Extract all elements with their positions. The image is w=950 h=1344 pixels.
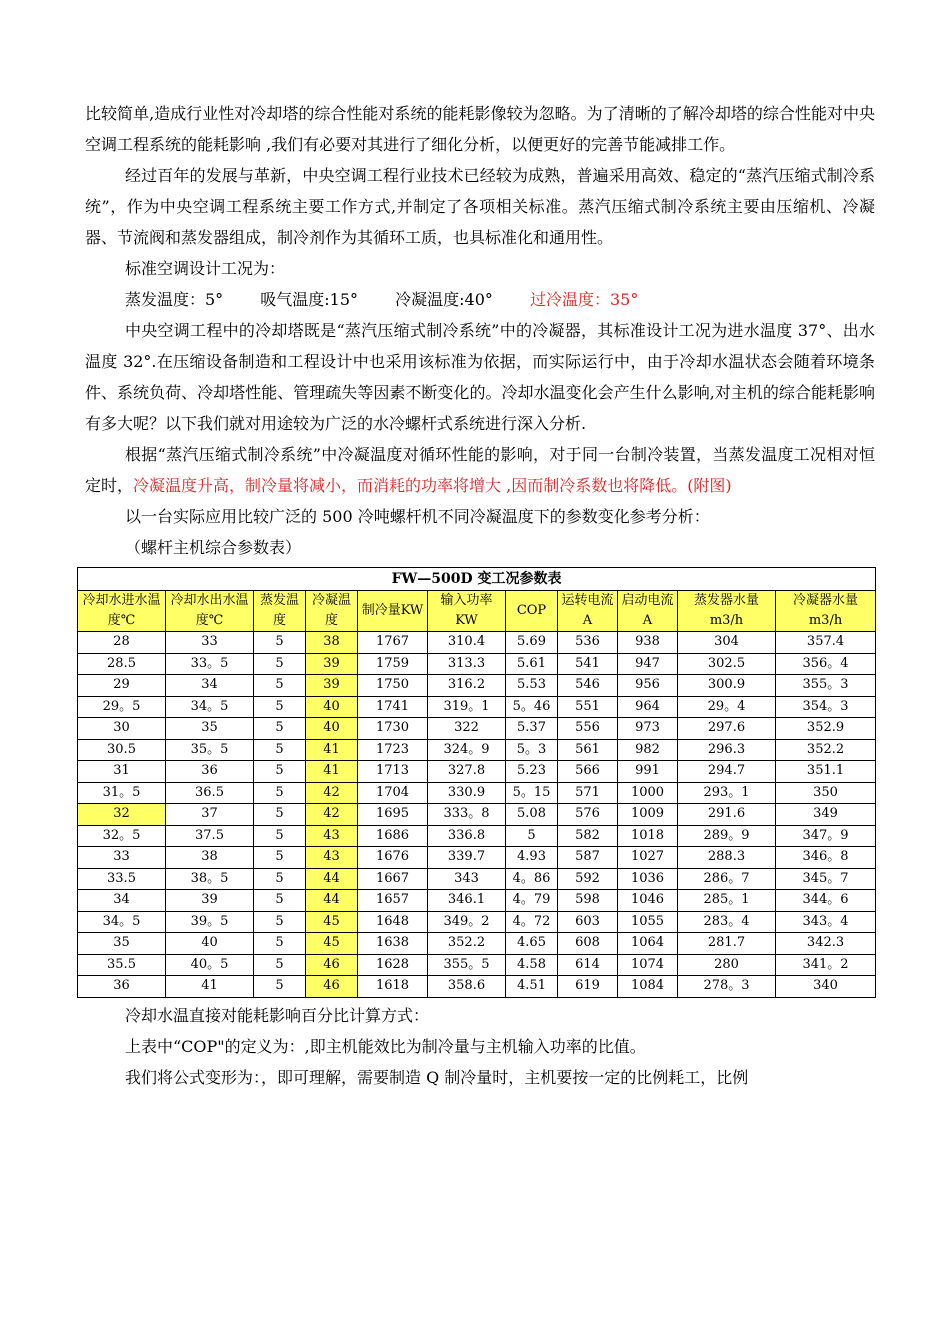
table-cell: 29。5	[78, 696, 166, 718]
table-cell: 36	[166, 761, 254, 783]
table-cell: 333。8	[428, 804, 506, 826]
table-cell: 34	[78, 890, 166, 912]
condensation-temperature: 冷凝温度:40°	[395, 290, 493, 309]
table-cell: 41	[306, 761, 358, 783]
table-cell: 5	[254, 911, 306, 933]
table-header-cell: 冷凝器水量 m3/h	[776, 591, 876, 632]
table-cell: 310.4	[428, 632, 506, 654]
table-cell: 1750	[358, 675, 428, 697]
table-cell: 345。7	[776, 868, 876, 890]
table-cell: 43	[306, 847, 358, 869]
table-cell: 28	[78, 632, 166, 654]
table-cell: 982	[618, 739, 678, 761]
paragraph-cooling-tower: 中央空调工程中的冷却塔既是“蒸汽压缩式制冷系统”中的冷凝器，其标准设计工况为进水温度 37°、出水温度 32°.在压缩设备制造和工程设计中也采用该标准为依据，而实际运行中，由于冷却水温状态会随着环境条件、系统负荷、冷却塔性能、管理疏失等因素不断变化的。冷却水温变化会产生什么影响,对主机的综合能耗影响有多大呢？以下我们就对用途较为广泛的水冷螺杆式系统进行深入分析.	[85, 321, 875, 433]
table-cell: 587	[558, 847, 618, 869]
table-cell: 1741	[358, 696, 428, 718]
table-cell: 40	[306, 696, 358, 718]
table-cell: 296.3	[678, 739, 776, 761]
table-cell: 28.5	[78, 653, 166, 675]
table-cell: 41	[306, 739, 358, 761]
table-cell: 1657	[358, 890, 428, 912]
table-cell: 327.8	[428, 761, 506, 783]
table-cell: 5。15	[506, 782, 558, 804]
table-cell: 1064	[618, 933, 678, 955]
table-cell: 322	[428, 718, 506, 740]
table-cell: 1667	[358, 868, 428, 890]
table-cell: 34。5	[78, 911, 166, 933]
table-cell: 293。1	[678, 782, 776, 804]
table-cell: 339.7	[428, 847, 506, 869]
table-header-cell: 制冷量KW	[358, 591, 428, 632]
table-body	[78, 632, 876, 998]
table-cell: 1046	[618, 890, 678, 912]
table-cell: 319。1	[428, 696, 506, 718]
paragraph-condensation-effect	[85, 439, 875, 501]
table-cell: 39	[306, 675, 358, 697]
table-cell: 350	[776, 782, 876, 804]
table-cell: 46	[306, 954, 358, 976]
table-cell: 347。9	[776, 825, 876, 847]
table-header-cell: 蒸发温度	[254, 591, 306, 632]
table-title: FW—500D 变工况参数表	[78, 568, 876, 591]
table-cell: 991	[618, 761, 678, 783]
table-cell: 289。9	[678, 825, 776, 847]
table-cell: 304	[678, 632, 776, 654]
table-cell: 598	[558, 890, 618, 912]
table-cell: 4.58	[506, 954, 558, 976]
table-cell: 1686	[358, 825, 428, 847]
table-header-cell: 运转电流 A	[558, 591, 618, 632]
table-cell: 5	[254, 739, 306, 761]
table-cell: 964	[618, 696, 678, 718]
table-cell: 343。4	[776, 911, 876, 933]
table-cell: 608	[558, 933, 618, 955]
table-cell: 5.69	[506, 632, 558, 654]
table-cell: 34	[166, 675, 254, 697]
paragraph-history: 经过百年的发展与革新，中央空调工程行业技术已经较为成熟，普遍采用高效、稳定的“蒸汽压缩式制冷系统”，作为中央空调工程系统主要工作方式,并制定了各项相关标准。蒸汽压缩式制冷系统主要由压缩机、冷凝器、节流阀和蒸发器组成，制冷剂作为其循环工质，也具标准化和通用性。	[85, 166, 875, 247]
table-cell: 352.9	[776, 718, 876, 740]
table-cell: 4.93	[506, 847, 558, 869]
table-cell: 947	[618, 653, 678, 675]
table-cell: 31	[78, 761, 166, 783]
table-cell: 38	[306, 632, 358, 654]
table-cell: 283。4	[678, 911, 776, 933]
table-cell: 35.5	[78, 954, 166, 976]
table-cell: 354。3	[776, 696, 876, 718]
table-cell: 344。6	[776, 890, 876, 912]
table-cell: 1618	[358, 976, 428, 998]
table-cell: 38	[166, 847, 254, 869]
table-caption: （螺杆主机综合参数表）	[125, 538, 302, 557]
table-cell: 44	[306, 868, 358, 890]
table-cell: 356。4	[776, 653, 876, 675]
table-cell: 285。1	[678, 890, 776, 912]
table-cell: 29	[78, 675, 166, 697]
table-cell: 1027	[618, 847, 678, 869]
table-cell: 1000	[618, 782, 678, 804]
table-cell: 1759	[358, 653, 428, 675]
table-cell: 5	[506, 825, 558, 847]
table-cell: 1074	[618, 954, 678, 976]
condensation-effect-highlight: 冷凝温度升高，制冷量将减小，而消耗的功率将增大 ,因而制冷系数也将降低。(附图)	[133, 476, 732, 495]
table-cell: 541	[558, 653, 618, 675]
table-cell: 5	[254, 675, 306, 697]
table-cell: 5	[254, 718, 306, 740]
table-cell: 302.5	[678, 653, 776, 675]
table-cell: 32	[78, 804, 166, 826]
table-cell: 330.9	[428, 782, 506, 804]
table-cell: 4。72	[506, 911, 558, 933]
table-cell: 5.61	[506, 653, 558, 675]
table-cell: 40	[306, 718, 358, 740]
table-header-cell: 输入功率 KW	[428, 591, 506, 632]
table-cell: 35。5	[166, 739, 254, 761]
parameter-table	[77, 567, 876, 998]
table-cell: 1695	[358, 804, 428, 826]
table-cell: 278。3	[678, 976, 776, 998]
table-row	[78, 825, 876, 847]
table-cell: 5	[254, 868, 306, 890]
table-cell: 46	[306, 976, 358, 998]
table-cell: 1713	[358, 761, 428, 783]
table-cell: 39。5	[166, 911, 254, 933]
table-cell: 39	[306, 653, 358, 675]
table-cell: 324。9	[428, 739, 506, 761]
table-cell: 340	[776, 976, 876, 998]
table-cell: 34。5	[166, 696, 254, 718]
paragraph-standard-conditions-label: 标准空调设计工况为：	[125, 259, 286, 278]
table-row	[78, 804, 876, 826]
table-cell: 41	[166, 976, 254, 998]
table-cell: 5	[254, 696, 306, 718]
table-row	[78, 933, 876, 955]
table-row	[78, 718, 876, 740]
table-cell: 592	[558, 868, 618, 890]
table-cell: 5	[254, 804, 306, 826]
table-cell: 1767	[358, 632, 428, 654]
standard-conditions	[85, 284, 875, 315]
table-cell: 43	[306, 825, 358, 847]
table-cell: 351.1	[776, 761, 876, 783]
table-row	[78, 653, 876, 675]
table-cell: 349	[776, 804, 876, 826]
table-cell: 5.53	[506, 675, 558, 697]
table-row	[78, 696, 876, 718]
table-cell: 5	[254, 825, 306, 847]
table-cell: 316.2	[428, 675, 506, 697]
table-row	[78, 847, 876, 869]
table-cell: 1723	[358, 739, 428, 761]
table-cell: 5.37	[506, 718, 558, 740]
table-cell: 42	[306, 782, 358, 804]
table-cell: 45	[306, 911, 358, 933]
table-cell: 938	[618, 632, 678, 654]
table-row	[78, 976, 876, 998]
table-cell: 33。5	[166, 653, 254, 675]
table-cell: 357.4	[776, 632, 876, 654]
table-cell: 571	[558, 782, 618, 804]
table-cell: 4.65	[506, 933, 558, 955]
table-cell: 36	[78, 976, 166, 998]
table-cell: 35	[166, 718, 254, 740]
table-cell: 38。5	[166, 868, 254, 890]
table-cell: 281.7	[678, 933, 776, 955]
table-cell: 40。5	[166, 954, 254, 976]
table-cell: 619	[558, 976, 618, 998]
table-cell: 33.5	[78, 868, 166, 890]
table-cell: 5	[254, 782, 306, 804]
table-cell: 561	[558, 739, 618, 761]
table-cell: 5	[254, 632, 306, 654]
table-cell: 5	[254, 847, 306, 869]
table-cell: 1018	[618, 825, 678, 847]
table-row	[78, 739, 876, 761]
table-cell: 44	[306, 890, 358, 912]
table-cell: 1628	[358, 954, 428, 976]
table-row	[78, 868, 876, 890]
subcooling-temperature: 过冷温度：35°	[530, 290, 639, 309]
table-cell: 5.08	[506, 804, 558, 826]
table-cell: 336.8	[428, 825, 506, 847]
table-cell: 294.7	[678, 761, 776, 783]
paragraph-intro: 比较简单,造成行业性对冷却塔的综合性能对系统的能耗影像较为忽略。为了清晰的了解冷却塔的综合性能对中央空调工程系统的能耗影响 ,我们有必要对其进行了细化分析，以便更好的完善节能减排工作。	[85, 104, 875, 154]
table-cell: 291.6	[678, 804, 776, 826]
paragraph-table-intro: 以一台实际应用比较广泛的 500 冷吨螺杆机不同冷凝温度下的参数变化参考分析：	[125, 507, 710, 526]
paragraph-formula: 我们将公式变形为：，即可理解，需要制造 Q 制冷量时，主机要按一定的比例耗工，比例	[125, 1067, 749, 1087]
table-cell: 32。5	[78, 825, 166, 847]
table-cell: 5	[254, 761, 306, 783]
table-cell: 5	[254, 954, 306, 976]
table-cell: 37	[166, 804, 254, 826]
table-cell: 346.1	[428, 890, 506, 912]
table-header-row	[78, 591, 876, 632]
table-cell: 33	[78, 847, 166, 869]
table-cell: 1648	[358, 911, 428, 933]
table-header-cell: COP	[506, 591, 558, 632]
table-cell: 546	[558, 675, 618, 697]
table-cell: 536	[558, 632, 618, 654]
table-cell: 5	[254, 976, 306, 998]
table-cell: 1036	[618, 868, 678, 890]
table-header-cell: 冷却水进水温度℃	[78, 591, 166, 632]
table-cell: 1638	[358, 933, 428, 955]
table-cell: 300.9	[678, 675, 776, 697]
table-row	[78, 632, 876, 654]
table-cell: 1055	[618, 911, 678, 933]
table-cell: 349。2	[428, 911, 506, 933]
table-cell: 313.3	[428, 653, 506, 675]
table-row	[78, 954, 876, 976]
table-cell: 35	[78, 933, 166, 955]
table-cell: 288.3	[678, 847, 776, 869]
paragraph-cop-definition: 上表中“COP"的定义为：,即主机能效比为制冷量与主机输入功率的比值。	[125, 1036, 646, 1056]
table-cell: 37.5	[166, 825, 254, 847]
table-cell: 5	[254, 890, 306, 912]
table-cell: 566	[558, 761, 618, 783]
table-cell: 355。5	[428, 954, 506, 976]
table-cell: 343	[428, 868, 506, 890]
table-row	[78, 675, 876, 697]
table-cell: 352.2	[428, 933, 506, 955]
evaporation-temperature: 蒸发温度：5°	[125, 290, 224, 309]
table-header-cell: 启动电流 A	[618, 591, 678, 632]
table-cell: 1009	[618, 804, 678, 826]
condensation-effect-text: 根据“蒸汽压缩式制冷系统”中冷凝温度对循环性能的影响，对于同一台制冷装置，当蒸发温度工况相对恒定时，	[85, 445, 875, 495]
table-cell: 40	[166, 933, 254, 955]
table-cell: 582	[558, 825, 618, 847]
table-cell: 614	[558, 954, 618, 976]
table-cell: 556	[558, 718, 618, 740]
table-cell: 286。7	[678, 868, 776, 890]
table-cell: 551	[558, 696, 618, 718]
table-cell: 30	[78, 718, 166, 740]
table-cell: 342.3	[776, 933, 876, 955]
table-cell: 4。86	[506, 868, 558, 890]
table-row	[78, 890, 876, 912]
table-header-cell: 蒸发器水量 m3/h	[678, 591, 776, 632]
table-cell: 5。3	[506, 739, 558, 761]
table-cell: 280	[678, 954, 776, 976]
table-header-cell: 冷凝温度	[306, 591, 358, 632]
table-cell: 45	[306, 933, 358, 955]
table-cell: 33	[166, 632, 254, 654]
table-cell: 4。79	[506, 890, 558, 912]
table-cell: 31。5	[78, 782, 166, 804]
table-cell: 973	[618, 718, 678, 740]
table-row	[78, 782, 876, 804]
table-cell: 4.51	[506, 976, 558, 998]
table-cell: 5	[254, 653, 306, 675]
table-cell: 346。8	[776, 847, 876, 869]
suction-temperature: 吸气温度:15°	[260, 290, 359, 309]
table-cell: 1730	[358, 718, 428, 740]
table-cell: 5.23	[506, 761, 558, 783]
table-cell: 1704	[358, 782, 428, 804]
table-cell: 5	[254, 933, 306, 955]
table-cell: 603	[558, 911, 618, 933]
table-cell: 297.6	[678, 718, 776, 740]
table-cell: 352.2	[776, 739, 876, 761]
table-row	[78, 911, 876, 933]
table-cell: 576	[558, 804, 618, 826]
table-header-cell: 冷却水出水温度℃	[166, 591, 254, 632]
table-cell: 5。46	[506, 696, 558, 718]
table-cell: 30.5	[78, 739, 166, 761]
table-cell: 1676	[358, 847, 428, 869]
table-cell: 39	[166, 890, 254, 912]
table-cell: 358.6	[428, 976, 506, 998]
table-cell: 355。3	[776, 675, 876, 697]
table-cell: 36.5	[166, 782, 254, 804]
table-row	[78, 761, 876, 783]
table-cell: 1084	[618, 976, 678, 998]
paragraph-calculation: 冷却水温直接对能耗影响百分比计算方式：	[125, 1005, 430, 1025]
table-cell: 341。2	[776, 954, 876, 976]
document-page	[82, 98, 875, 1093]
table-cell: 956	[618, 675, 678, 697]
table-cell: 42	[306, 804, 358, 826]
table-cell: 29。4	[678, 696, 776, 718]
